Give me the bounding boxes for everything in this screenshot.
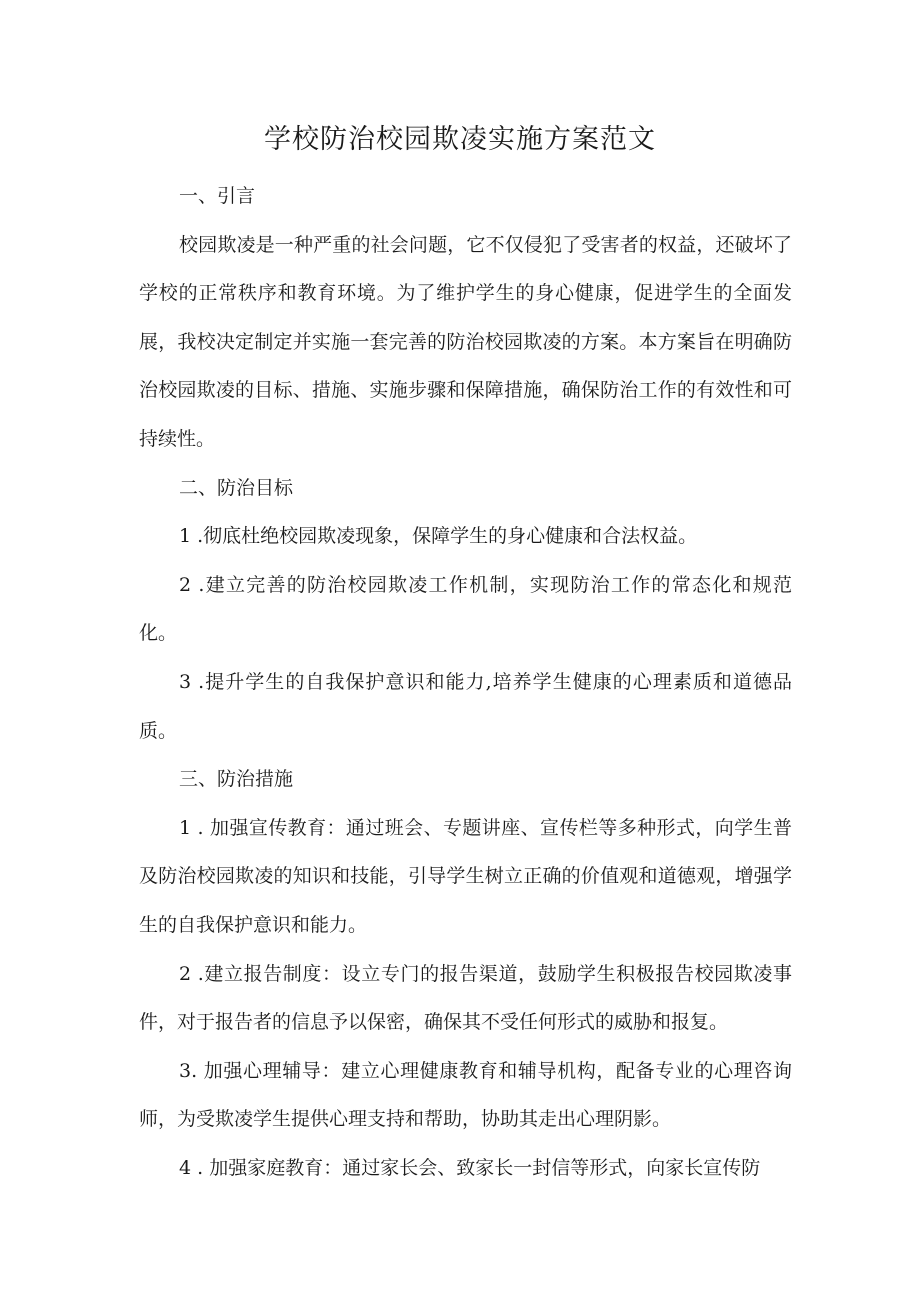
- section-heading-measures: 三、防治措施: [179, 768, 294, 791]
- measure-item-2: 2 .建立报告制度：设立专门的报告渠道，鼓励学生积极报告校园欺凌事件，对于报告者的信息予以保密，确保其不受任何形式的威胁和报复。: [139, 962, 792, 1034]
- goal-item-3: 3 .提升学生的自我保护意识和能力,培养学生健康的心理素质和道德品质。: [139, 670, 792, 742]
- measure-item-1: 1 . 加强宣传教育：通过班会、专题讲座、宣传栏等多种形式，向学生普及防治校园欺凌的知识和技能，引导学生树立正确的价值观和道德观，增强学生的自我保护意识和能力。: [139, 816, 792, 936]
- document-title: 学校防治校园欺凌实施方案范文: [264, 124, 656, 155]
- measure-item-4: 4 . 加强家庭教育：通过家长会、致家长一封信等形式，向家长宣传防: [179, 1156, 761, 1179]
- goal-item-1: 1 .彻底杜绝校园欺凌现象，保障学生的身心健康和合法权益。: [179, 525, 698, 548]
- goal-item-2: 2 .建立完善的防治校园欺凌工作机制，实现防治工作的常态化和规范化。: [139, 573, 792, 645]
- document-body: [139, 172, 792, 1192]
- measure-item-3: 3. 加强心理辅导：建立心理健康教育和辅导机构，配备专业的心理咨询师，为受欺凌学生提供心理支持和帮助，协助其走出心理阴影。: [139, 1059, 792, 1131]
- section-heading-intro: 一、引言: [179, 185, 256, 207]
- paragraph-intro: 校园欺凌是一种严重的社会问题，它不仅侵犯了受害者的权益，还破坏了学校的正常秩序和教育环境。为了维护学生的身心健康，促进学生的全面发展，我校决定制定并实施一套完善的防治校园欺凌的方案。本方案旨在明确防治校园欺凌的目标、措施、实施步骤和保障措施，确保防治工作的有效性和可持续性。: [139, 233, 792, 450]
- section-heading-goals: 二、防治目标: [179, 476, 294, 499]
